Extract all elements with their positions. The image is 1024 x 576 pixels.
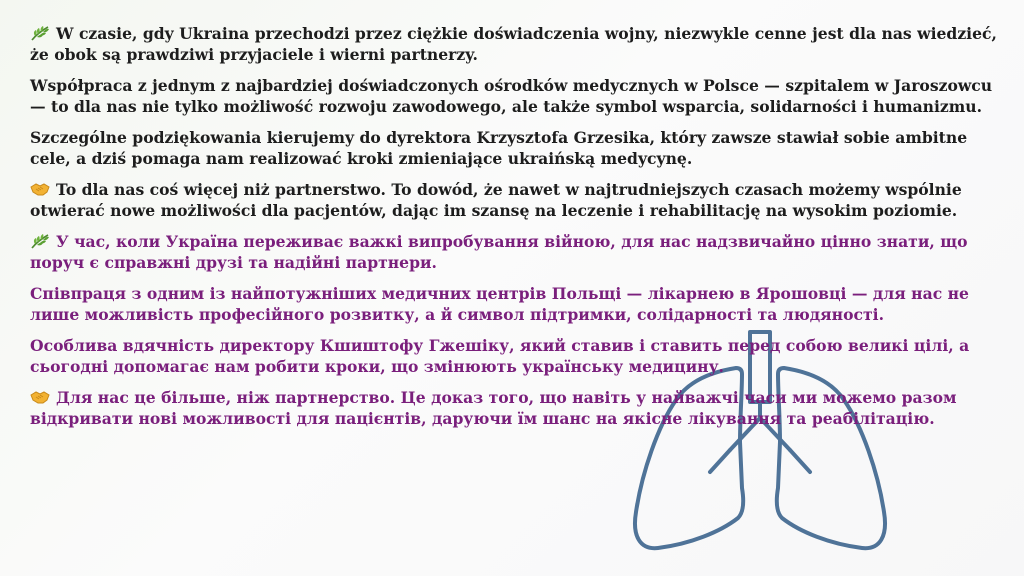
polish-paragraph-1-text: W czasie, gdy Ukraina przechodzi przez ciężkie doświadczenia wojny, niezwykle cenne jest dla nas wiedzieć, że obok są prawdziwi przyjaciele i wierni partnerzy. [30,24,997,64]
polish-paragraph-3 [30,127,1005,169]
herb-icon [30,25,50,41]
herb-icon [30,233,50,249]
text-content [30,23,1005,439]
handshake-icon [30,389,50,405]
polish-paragraph-4 [30,179,1005,221]
polish-paragraph-2 [30,75,1005,117]
ukrainian-paragraph-1-text: У час, коли Україна переживає важкі випробування війною, для нас надзвичайно цінно знати, що поруч є справжні друзі та надійні партнери. [30,232,968,272]
handshake-icon [30,181,50,197]
polish-paragraph-2-text: Współpraca z jednym z najbardziej doświadczonych ośrodków medycznych w Polsce — szpitalem w Jaroszowcu — to dla nas nie tylko możliwość rozwoju zawodowego, ale także symbol wsparcia, solidarności i humanizmu. [30,76,993,116]
polish-paragraph-1 [30,23,1005,65]
ukrainian-paragraph-3 [30,335,1005,377]
polish-paragraph-3-text: Szczególne podziękowania kierujemy do dyrektora Krzysztofa Grzesika, który zawsze stawiał sobie ambitne cele, a dziś pomaga nam realizować kroki zmieniające ukraińską medycynę. [30,128,968,168]
ukrainian-paragraph-4 [30,387,1005,429]
ukrainian-paragraph-4-text: Для нас це більше, ніж партнерство. Це доказ того, що навіть у найважчі часи ми можемо разом відкривати нові можливості для пацієнтів, даруючи їм шанс на якісне лікування та реабілітацію. [30,388,957,428]
ukrainian-paragraph-2 [30,283,1005,325]
polish-paragraph-4-text: To dla nas coś więcej niż partnerstwo. To dowód, że nawet w najtrudniejszych czasach możemy wspólnie otwierać nowe możliwości dla pacjentów, dając im szansę na leczenie i rehabilitację na wysokim poziomie. [30,180,962,220]
ukrainian-paragraph-1 [30,231,1005,273]
ukrainian-paragraph-2-text: Співпраця з одним із найпотужніших медичних центрів Польщі — лікарнею в Ярошовці — для нас не лише можливість професійного розвитку, а й символ підтримки, солідарності та людяності. [30,284,969,324]
ukrainian-paragraph-3-text: Особлива вдячність директору Кшиштофу Гжешіку, який ставив і ставить перед собою великі цілі, а сьогодні допомагає нам робити кроки, що змінюють українську медицину. [30,336,970,376]
